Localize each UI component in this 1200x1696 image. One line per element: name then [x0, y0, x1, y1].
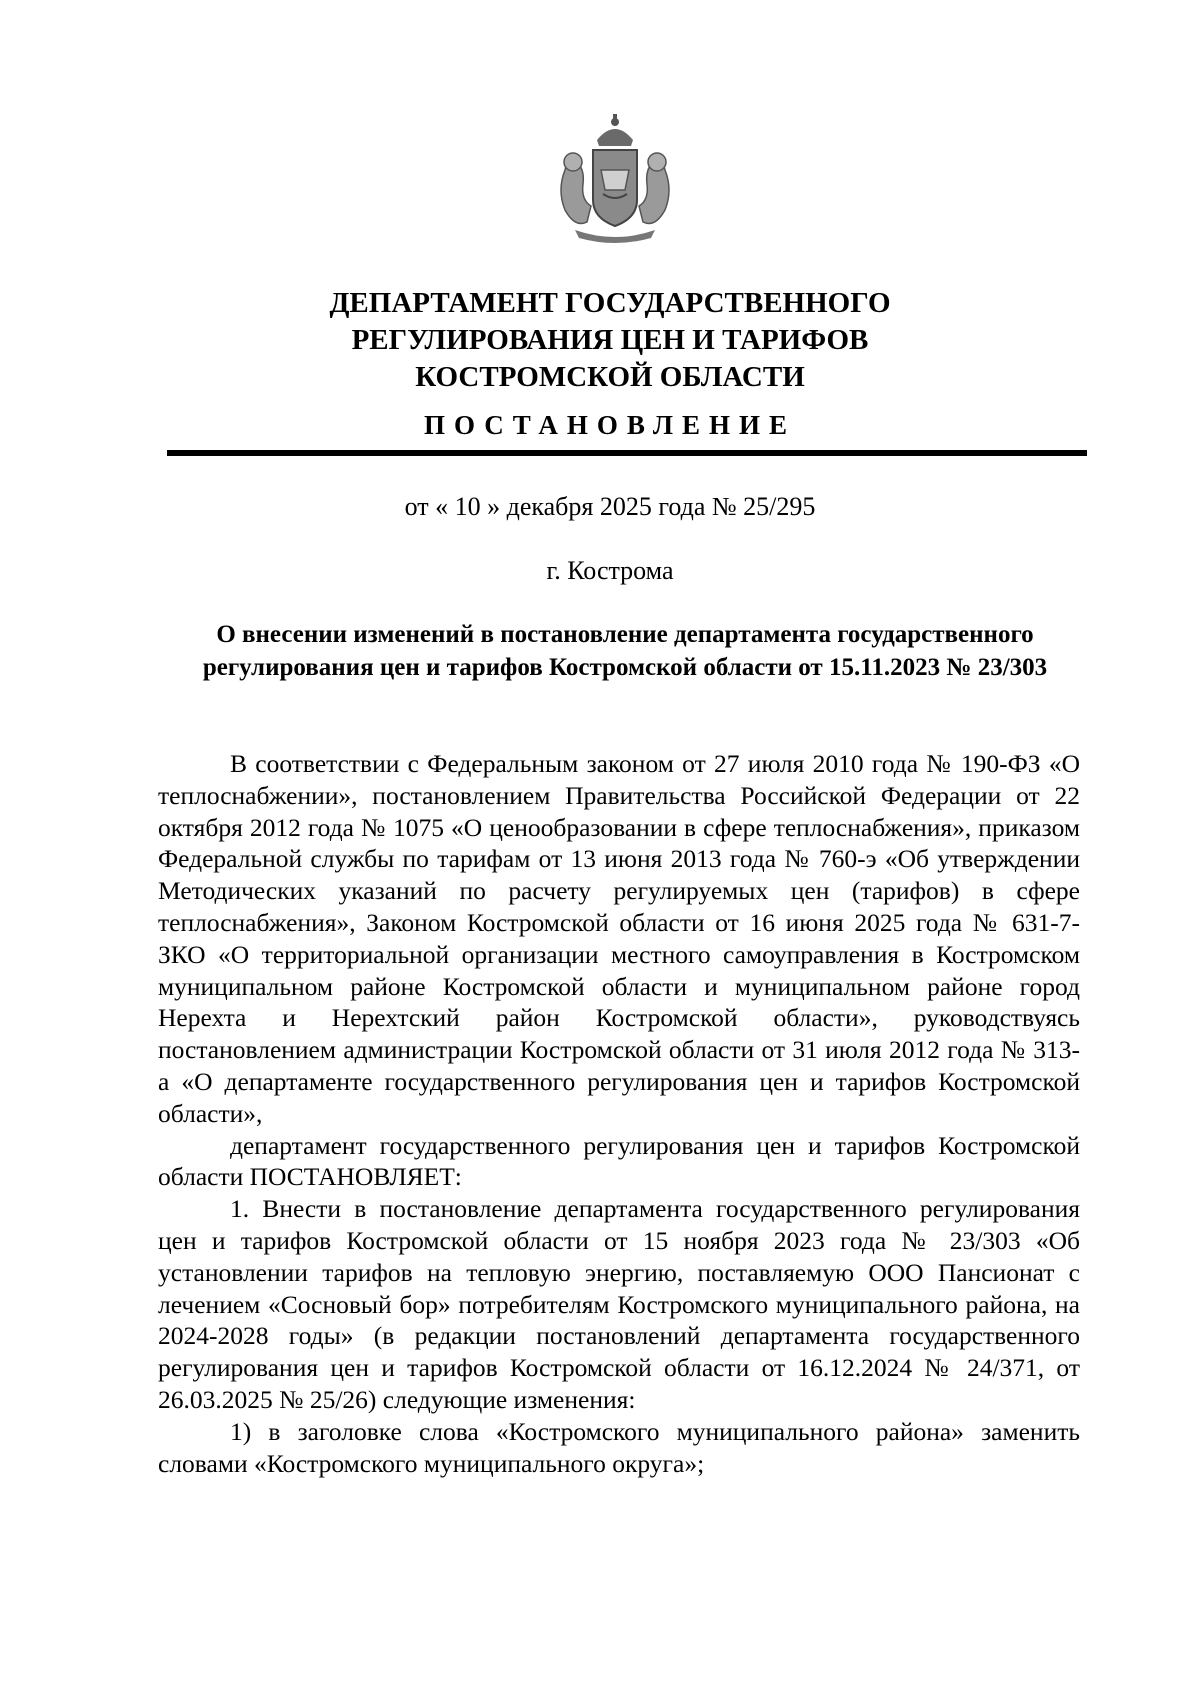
document-type-title: ПОСТАНОВЛЕНИЕ: [423, 410, 797, 440]
subject-line: регулирования цен и тарифов Костромской области от 15.11.2023 № 23/303: [202, 654, 1048, 681]
department-line: ДЕПАРТАМЕНТ ГОСУДАРСТВЕННОГО: [329, 287, 891, 319]
header-divider: [167, 450, 1087, 456]
body-paragraph: 1) в заголовке слова «Костромского муниципального района» заменить словами «Костромского муниципального округа»;: [158, 1416, 1080, 1478]
body-paragraph: департамент государственного регулирования цен и тарифов Костромской области ПОСТАНОВЛЯЕТ:: [158, 1130, 1080, 1192]
coat-of-arms-emblem: [545, 110, 685, 250]
document-date-number: от « 10 » декабря 2025 года № 25/295: [404, 492, 816, 521]
body-paragraph: В соответствии с Федеральным законом от 27 июля 2010 года № 190-ФЗ «О теплоснабжении», постановлением Правительства Российской Федерации от 22 октября 2012 года № 1075 «О ценообразовании в сфере теплоснабжения», приказом Федеральной службы по тарифам от 13 июня 2013 года № 760-э «Об утверждении Методических указаний по расчету регулируемых цен (тарифов) в сфере теплоснабжения», Законом Костромской области от 16 июня 2025 года № 631-7-ЗКО «О территориальной организации местного самоуправления в Костромском муниципальном районе Костромской области и муниципальном районе город Нерехта и Нерехтский район Костромской области», руководствуясь постановлением администрации Костромской области от 31 июля 2012 года № 313-а «О департаменте государственного регулирования цен и тарифов Костромской области»,: [158, 749, 1080, 1128]
body-paragraph: 1. Внести в постановление департамента государственного регулирования цен и тарифов Костромской области от 15 ноября 2023 года № 23/303 «Об установлении тарифов на тепловую энергию, поставляемую ООО Пансионат с лечением «Сосновый бор» потребителям Костромского муниципального района, на 2024-2028 годы» (в редакции постановлений департамента государственного регулирования цен и тарифов Костромской области от 16.12.2024 № 24/371, от 26.03.2025 № 25/26) следующие изменения:: [158, 1194, 1080, 1414]
document-subject: [160, 618, 1090, 684]
department-line: КОСТРОМСКОЙ ОБЛАСТИ: [415, 361, 805, 393]
department-line: РЕГУЛИРОВАНИЯ ЦЕН И ТАРИФОВ: [351, 324, 869, 356]
document-city: г. Кострома: [546, 556, 674, 585]
document-body: [158, 748, 1080, 1479]
department-name: [160, 285, 1060, 396]
subject-line: О внесении изменений в постановление департамента государственного: [216, 621, 1034, 648]
